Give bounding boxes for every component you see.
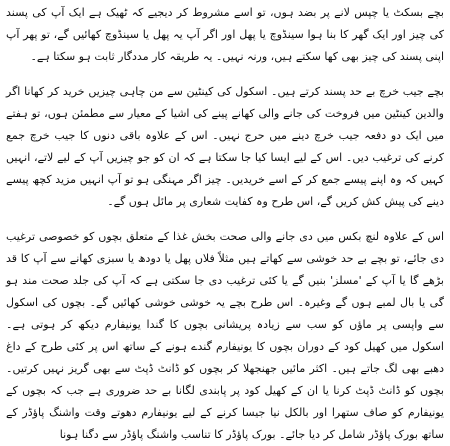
article-body <box>6 2 444 441</box>
paragraph-pocket-money: بچے جیب خرچ بے حد پسند کرتے ہیں۔ اسکول کی کینٹین سے من چاہی چیزیں خرید کر کھانا اگر والدین کینٹین میں فروخت کی جانے والی کھانے پینے کی اشیا کے معیار سے مطمئن ہوں، تو ہفتے میں ایک دو دفعہ جیب خرچ دینے میں حرج نہیں۔ اس کے علاوہ باقی دنوں کا جیب خرچ جمع کرنے کی ترغیب دیں۔ اس کے لیے ایسا کیا جا سکتا ہے کہ ان کو جو چیزیں آپ کے لیے لاتے، انہیں کہیں کہ وہ اپنے پیسے جمع کر کے اسے خریدیں۔ چیز اگر مہنگی ہو تو آپ انہیں مزید کچھ پیسے دینے کی پیش کش کریں گے، اس طرح وہ کفایت شعاری پر مائل ہوں گے۔ <box>6 85 444 208</box>
paragraph-snack-condition: بچے بسکٹ یا چپس لانے پر بضد ہوں، تو اسے مشروط کر دیجیے کہ ٹھیک ہے ایک آپ کی پسند کی چیز اور ایک گھر کا بنا ہوا سینڈوچ یا پھل اور اگر آپ یہ پھل یا سینڈوچ کھائیں گے، تو پھر آپ اپنی پسند کی چیز بھی کھا سکتے ہیں، ورنہ نہیں۔ یہ طریقہ کار مددگار ثابت ہو سکتا ہے۔ <box>6 6 444 63</box>
paragraph-healthy-food-and-uniform: اس کے علاوہ لنچ بکس میں دی جانے والی صحت بخش غذا کے متعلق بچوں کو خصوصی ترغیب دی جائے، تو بچے بے حد خوشی سے کھاتے ہیں مثلاً فلاں پھل یا دودھ یا سبزی کھانے سے آپ کا قد بڑھے گا یا آپ کے 'مسلز' بنیں گے یا کئی ترغیب دی جا سکتی ہے کہ آپ کی جلد صحت مند ہو گی یا بال لمبے ہوں گے وغیرہ۔ اس طرح بچے یہ خوشی خوشی کھائیں گے۔ بچوں کی اسکول سے واپسی پر ماؤں کو سب سے زیادہ پریشانی بچوں کا گندا یونیفارم دیکھ کر ہوتی ہے۔ اسکول میں کھیل کود کے دوران بچوں کا یونیفارم گندے ہونے کے ساتھ اس پر کئی طرح کے داغ دھبے بھی لگ جاتے ہیں۔ اکثر مائیں جھنجھلا کر بچوں کو ڈانٹ ڈپٹ سے بھی گریز نہیں کرتیں۔ بچوں کو ڈانٹ ڈپٹ کرنا یا ان کے کھیل کود پر پابندی لگانا بے حد ضروری ہے جب کہ بچوں کے یونیفارم کو صاف ستھرا اور بالکل نیا جیسا کرنے کے لیے یونیفارم دھوتے وقت واشنگ پاؤڈر کے ساتھ بورک پاؤڈر شامل کر دیا جائے۔ بورک پاؤڈر کا تناسب واشنگ پاؤڈر سے دگنا ہونا <box>6 230 444 441</box>
